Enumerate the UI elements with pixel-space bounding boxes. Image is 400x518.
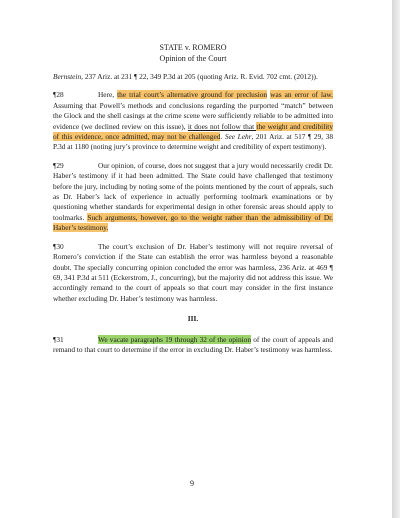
paragraph-text: Here, — [98, 90, 118, 100]
paragraph-28 — [53, 90, 333, 152]
underlined-text: it does not follow that — [187, 121, 257, 131]
paragraph-text: Our opinion, of course, does not suggest that a jury would necessarily credit Dr. Haber’s testimony if it had been admitted. The State could have challenged that testimony before the jury, including by noting some of the points mentioned by the court of appeals, such as Dr. Haber’s lack of experience in actually performing toolmark examinations or by questioning whether standards for experimental design in other forensic areas should apply to toolmarks. — [53, 160, 333, 222]
case-citation: Bernstein — [53, 72, 82, 81]
paragraph-number: ¶31 — [53, 334, 64, 344]
paragraph-31 — [53, 335, 333, 356]
intro-text: , 237 Ariz. at 231 ¶ 22, 349 P.3d at 205 (quoting Ariz. R. Evid. 702 cmt. (2012)). — [81, 72, 318, 81]
highlight-orange: the weight and credibility of this evidence, once admitted, may not be challenged — [53, 121, 333, 142]
highlight-orange: the trial court’s alternative ground for preclusion — [117, 90, 268, 100]
highlight-green: We vacate paragraphs 19 through 32 of the opinion — [98, 334, 252, 344]
viewer-edge — [392, 0, 400, 518]
paragraph-text: The court’s exclusion of Dr. Haber’s testimony will not require reversal of Romero’s conviction if the State can establish the error was harmless beyond a reasonable doubt. The specially concurring opinion concluded the error was harmless, 236 Ariz. at 469 ¶ 69, 341 P.3d at 511 (Eckerstrom, J., concurring), but the majority did not address this issue. We accordingly remand to the court of appeals so that court may consider in the first instance whether excluding Dr. Haber’s testimony was harmless. — [53, 241, 333, 303]
opinion-subtitle: Opinion of the Court — [159, 54, 227, 63]
highlight-orange: was an error of law. — [270, 90, 333, 100]
page-number: 9 — [190, 479, 194, 488]
page-header — [53, 42, 333, 64]
paragraph-30 — [53, 242, 333, 304]
paragraph-text: of the court of appeals and remand to that court to determine if the error in excluding Dr. Haber’s testimony was harmless. — [53, 334, 333, 354]
paragraph-text: , 201 Ariz. at 517 ¶ 29, 38 P.3d at 1180 (noting jury’s province to determine weight and credibility of expert testimony). — [53, 132, 333, 152]
intro-paragraph — [53, 72, 333, 82]
page-content — [53, 42, 333, 355]
paragraph-29 — [53, 161, 333, 234]
paragraph-number: ¶29 — [53, 160, 64, 170]
paragraph-text: . — [220, 132, 225, 142]
case-citation: See Lehr — [224, 132, 252, 142]
case-title: STATE v. ROMERO — [159, 43, 227, 52]
section-heading: III. — [187, 314, 199, 324]
highlight-orange: Such arguments, however, go to the weight rather than the admissibility of Dr. Haber’s testimony. — [53, 212, 334, 233]
paragraph-number: ¶30 — [53, 241, 64, 251]
paragraph-number: ¶28 — [53, 90, 64, 100]
paragraph-text: Assuming that Powell’s methods and conclusions regarding the purported “match” between the Glock and the shell casings at the crime scene were sufficiently reliable to be admitted into evidence (we declined review on this issue), — [53, 100, 333, 131]
